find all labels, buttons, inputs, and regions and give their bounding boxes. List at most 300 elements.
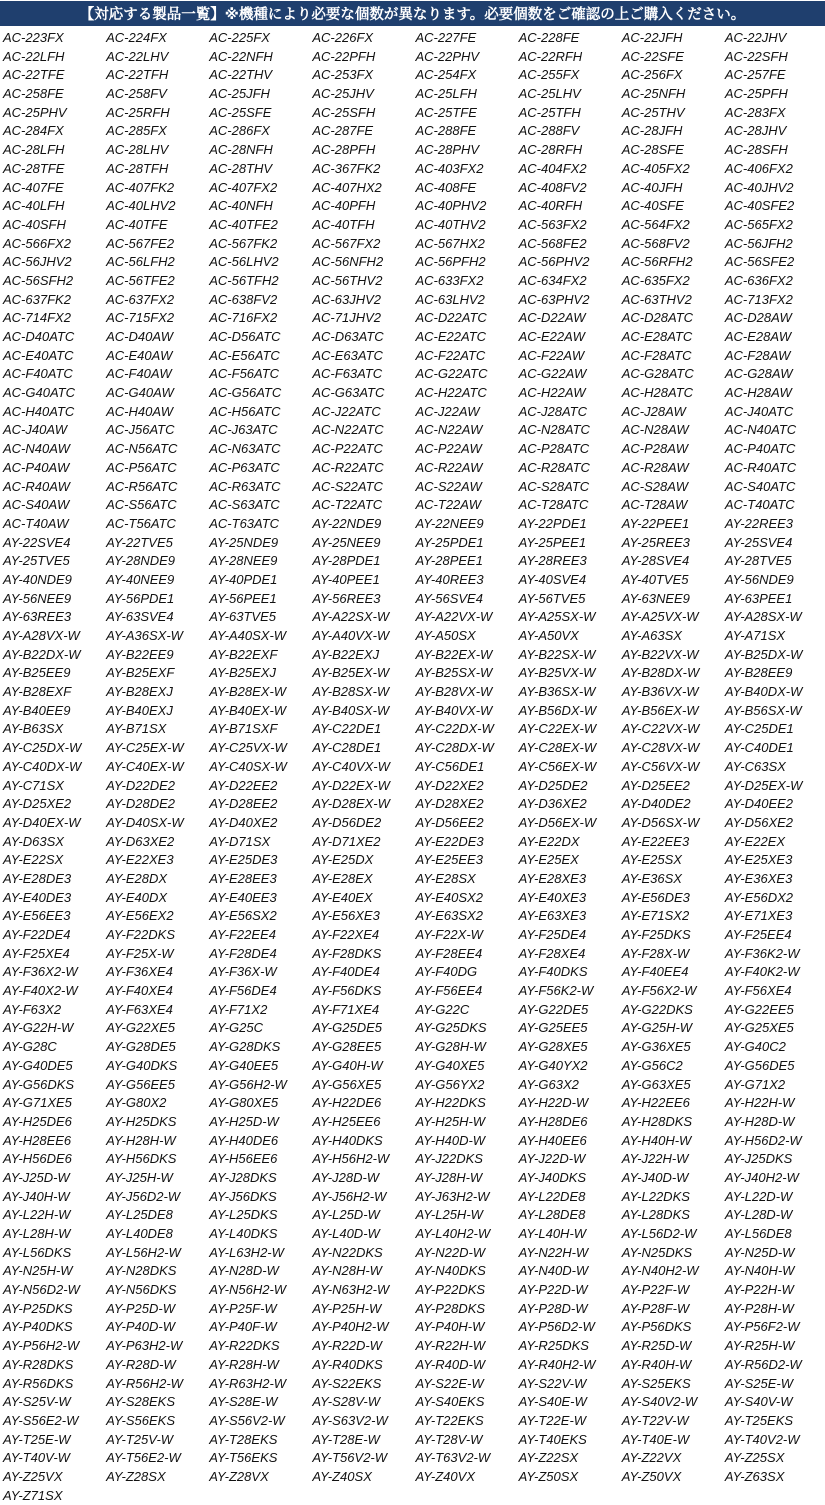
model-number: AC-40SFH <box>3 216 66 232</box>
model-number: AY-D71XE2 <box>312 833 381 849</box>
model-number: AC-63PHV2 <box>518 291 590 307</box>
model-number: AC-25TFH <box>518 104 581 120</box>
model-number: AY-C56EX-W <box>518 758 597 774</box>
model-number: AC-E28AW <box>724 329 792 344</box>
model-number: AC-22LFH <box>3 48 65 64</box>
model-number: AY-L56DE8 <box>724 1226 792 1241</box>
model-number: AY-25PEE1 <box>518 534 587 550</box>
model-number: AY-G28XE5 <box>518 1039 588 1055</box>
model-number: AY-F25DKS <box>621 927 691 942</box>
model-number: AC-22PFH <box>312 48 376 64</box>
model-number: AC-S22ATC <box>312 478 383 494</box>
model-number: AC-N63ATC <box>209 441 281 457</box>
model-number: AY-L22H-W <box>3 1207 71 1223</box>
model-number: AY-G25H-W <box>621 1020 693 1036</box>
model-number: AY-L28H-W <box>3 1226 71 1241</box>
model-number: AY-F40DG <box>415 964 478 980</box>
model-number: AY-F36X-W <box>209 964 277 980</box>
model-number: AY-28NEE9 <box>209 553 278 569</box>
model-number: AC-224FX <box>106 30 167 45</box>
model-number: AY-J28D-W <box>312 1169 380 1185</box>
model-number: AC-S56ATC <box>106 497 177 513</box>
model-number: AY-S63V2-W <box>312 1412 388 1428</box>
model-number: AY-D25XE2 <box>3 796 72 812</box>
model-number: AY-F56DKS <box>312 983 382 999</box>
model-number: AY-28NDE9 <box>106 553 176 569</box>
model-number: AC-P40AW <box>3 459 70 475</box>
model-number: AY-D63XE2 <box>106 833 175 849</box>
model-number: AY-P22D-W <box>518 1282 588 1298</box>
model-number: AY-B22DX-W <box>3 646 81 662</box>
model-number: AY-B25VX-W <box>518 665 596 681</box>
model-number: AC-403FX2 <box>415 160 484 176</box>
model-number: AY-G63X2 <box>518 1076 579 1092</box>
model-number: AY-F25XE4 <box>3 945 70 961</box>
model-number: AY-J63H2-W <box>415 1188 490 1204</box>
model-number: AY-B40SX-W <box>312 702 390 718</box>
model-number: AC-N28AW <box>621 422 689 438</box>
model-number: AY-63PEE1 <box>724 590 793 606</box>
model-number: AY-40PDE1 <box>209 571 278 587</box>
model-number: AY-F36K2-W <box>724 945 800 961</box>
model-number: AY-F40K2-W <box>724 964 800 980</box>
model-number: AY-C25DE1 <box>724 721 794 737</box>
model-number: AY-G36XE5 <box>621 1039 691 1055</box>
model-number: AY-C22DE1 <box>312 721 382 737</box>
model-number: AY-25TVE5 <box>3 553 70 569</box>
model-number: AC-568FE2 <box>518 235 587 251</box>
model-number: AC-S63ATC <box>209 497 280 513</box>
model-number: AC-N22AW <box>415 422 483 438</box>
model-number: AC-25PFH <box>724 86 788 102</box>
model-number: AY-G25C <box>209 1020 263 1036</box>
model-number: AY-F25X-W <box>106 945 174 961</box>
model-number: AY-G56DE5 <box>724 1057 795 1073</box>
model-number: AY-G40EE5 <box>209 1057 279 1073</box>
model-number: AC-28JHV <box>724 123 787 139</box>
model-number: AY-G22EE5 <box>724 1001 794 1017</box>
model-number: AY-C25VX-W <box>209 740 287 756</box>
model-number: AC-288FE <box>415 123 477 139</box>
model-number: AC-22JHV <box>724 30 787 45</box>
model-number: AY-D56EX-W <box>518 814 597 830</box>
model-number: AC-25TFE <box>415 104 477 120</box>
model-number: AY-B40DX-W <box>724 684 803 700</box>
model-number: AC-256FX <box>621 67 683 83</box>
model-number: AC-N40AW <box>3 441 70 457</box>
model-number: AC-H28AW <box>724 385 792 401</box>
model-number: AC-56PHV2 <box>518 254 590 270</box>
header-title: 【対応する製品一覧】※機種により必要な個数が異なります。必要個数をご確認の上ご購入ください。 <box>79 7 746 23</box>
model-number: AY-G22C <box>415 1001 470 1017</box>
model-number: AY-G28H-W <box>415 1039 486 1055</box>
model-number: AY-S56V2-W <box>209 1412 285 1428</box>
model-number: AY-L56H2-W <box>106 1244 181 1260</box>
model-number: AC-257FE <box>724 67 786 83</box>
model-number: AC-28PHV <box>415 142 480 158</box>
model-number: AY-E40DE3 <box>3 889 72 905</box>
model-number: AY-H22D-W <box>518 1095 589 1111</box>
model-number: AY-J40H-W <box>3 1188 70 1204</box>
model-number: AC-25NFH <box>621 86 686 102</box>
model-number: AC-28TFE <box>3 160 65 176</box>
model-number: AY-H22DE6 <box>312 1095 382 1111</box>
model-number: AY-E28XE3 <box>518 870 587 886</box>
model-number: AY-D40EE2 <box>724 796 794 812</box>
model-number: AY-H40D-W <box>415 1132 486 1148</box>
model-number: AC-637FX2 <box>106 291 175 307</box>
model-number: AY-G56DKS <box>3 1076 75 1092</box>
model-number: AY-40PEE1 <box>312 571 380 587</box>
model-number: AY-E71XE3 <box>724 908 793 924</box>
model-number: AY-A50SX <box>415 628 476 643</box>
model-number: AY-S22E-W <box>415 1375 484 1391</box>
model-number: AY-J22H-W <box>621 1151 689 1167</box>
model-number: AY-G28EE5 <box>312 1039 382 1055</box>
model-number: AY-T28E-W <box>312 1431 380 1447</box>
model-number: AY-S40V2-W <box>621 1394 698 1410</box>
model-number: AY-E56DE3 <box>621 889 690 905</box>
model-number: AY-D28EX-W <box>312 796 390 812</box>
model-number: AY-E40SX2 <box>415 889 483 905</box>
model-number: AY-D56XE2 <box>724 814 794 830</box>
model-number: AY-E22SX <box>3 852 64 868</box>
model-number: AY-B25EX-W <box>312 665 390 681</box>
model-number: AY-G56C2 <box>621 1057 683 1073</box>
model-number: AC-714FX2 <box>3 310 71 326</box>
model-number: AC-63LHV2 <box>415 291 485 307</box>
model-number: AC-P56ATC <box>106 459 177 475</box>
model-number: AY-G71XE5 <box>3 1095 72 1111</box>
model-number: AY-D56SX-W <box>621 814 700 830</box>
model-number: AC-407FX2 <box>209 179 278 195</box>
model-number: AY-B40EX-W <box>209 702 287 718</box>
model-number: AY-R28DKS <box>3 1356 74 1372</box>
model-number: AY-S40V-W <box>724 1394 793 1410</box>
model-number: AC-28PFH <box>312 142 376 158</box>
model-number: AC-56LHV2 <box>209 254 279 270</box>
model-number: AY-E71SX2 <box>621 908 690 924</box>
model-number: AY-40NEE9 <box>106 571 175 587</box>
model-number: AC-E22ATC <box>415 329 487 344</box>
model-number: AC-253FX <box>312 67 374 83</box>
model-number: AC-40SFE2 <box>724 198 795 214</box>
model-number: AY-J25DKS <box>724 1151 793 1167</box>
model-number: AC-40PFH <box>312 198 376 214</box>
model-number: AY-Z28VX <box>209 1468 269 1484</box>
model-number: AY-G63XE5 <box>621 1076 691 1092</box>
model-number: AC-28LFH <box>3 142 65 158</box>
model-number: AY-L40D-W <box>312 1226 380 1241</box>
model-number: AC-404FX2 <box>518 160 587 176</box>
model-number: AC-S28ATC <box>518 478 590 494</box>
model-number: AY-G25DE5 <box>312 1020 382 1036</box>
model-number: AY-28REE3 <box>518 553 587 569</box>
model-number: AC-J40ATC <box>724 403 794 419</box>
model-number: AY-A22VX-W <box>415 609 493 625</box>
model-number: AC-T28AW <box>621 497 688 513</box>
model-number: AY-H56DKS <box>106 1151 177 1167</box>
model-number: AC-25PHV <box>3 104 67 120</box>
model-number: AC-286FX <box>209 123 270 139</box>
model-number: AY-L63H2-W <box>209 1244 284 1260</box>
model-number: AC-F63ATC <box>312 366 383 382</box>
model-number: AY-Z50SX <box>518 1468 579 1484</box>
model-number: AC-D40AW <box>106 329 174 344</box>
model-number: AY-Z22SX <box>518 1450 579 1466</box>
model-number: AC-T40AW <box>3 515 69 531</box>
model-number: AC-567FX2 <box>312 235 381 251</box>
model-number: AC-G28ATC <box>621 366 694 382</box>
model-number: AY-C40DE1 <box>724 740 794 756</box>
model-number: AC-63JHV2 <box>312 291 382 307</box>
model-number: AY-28PDE1 <box>312 553 381 569</box>
model-number: AY-N25DKS <box>621 1244 693 1260</box>
model-number: AY-D36XE2 <box>518 796 587 812</box>
model-number: AY-T25EKS <box>724 1412 794 1428</box>
model-number: AC-567HX2 <box>415 235 485 251</box>
model-number: AC-225FX <box>209 30 270 45</box>
model-number: AY-A71SX <box>724 628 786 643</box>
model-number: AY-56PEE1 <box>209 590 277 606</box>
model-number: AC-258FV <box>106 86 167 102</box>
model-number: AY-S40EKS <box>415 1394 485 1410</box>
model-number: AY-E25EE3 <box>415 852 483 868</box>
model-number: AY-R40DKS <box>312 1356 383 1372</box>
model-number: AY-R28D-W <box>106 1356 176 1372</box>
model-number: AC-56PFH2 <box>415 254 486 270</box>
model-number: AC-H40AW <box>106 403 174 419</box>
model-number: AY-F56XE4 <box>724 983 792 999</box>
model-number: AY-P63H2-W <box>106 1338 183 1354</box>
model-number: AC-56SFE2 <box>724 254 795 270</box>
model-number: AY-E56EE3 <box>3 908 71 924</box>
model-number: AY-R40H2-W <box>518 1356 596 1372</box>
model-number: AY-B22EE9 <box>106 646 174 662</box>
model-number: AC-R22ATC <box>312 459 384 475</box>
model-number: AY-H40EE6 <box>518 1132 587 1148</box>
model-number: AY-22PEE1 <box>621 515 690 531</box>
model-number: AY-B40EE9 <box>3 702 71 718</box>
model-number: AC-T28ATC <box>518 497 589 513</box>
model-number: AY-A22SX-W <box>312 609 390 625</box>
model-number: AY-G71X2 <box>724 1076 786 1092</box>
model-number: AY-22REE3 <box>724 515 794 531</box>
model-number: AC-40SFE <box>621 198 684 214</box>
model-number: AY-E28EX <box>312 870 373 886</box>
model-number: AY-56PDE1 <box>106 590 175 606</box>
model-number: AY-22SVE4 <box>3 534 71 550</box>
model-number: AY-N40D-W <box>518 1263 589 1279</box>
model-number: AC-56RFH2 <box>621 254 693 270</box>
model-number: AY-T25V-W <box>106 1431 174 1447</box>
model-number: AY-F22DE4 <box>3 927 71 942</box>
model-number: AY-T22EKS <box>415 1412 484 1428</box>
model-number: AY-B25SX-W <box>415 665 493 681</box>
model-number: AY-S25E-W <box>724 1375 794 1391</box>
model-number: AY-F22EE4 <box>209 927 276 942</box>
model-number: AY-C71SX <box>3 777 64 793</box>
model-number: AC-R63ATC <box>209 478 281 494</box>
model-number: AC-F22ATC <box>415 347 486 363</box>
model-number: AY-G22H-W <box>3 1020 74 1036</box>
model-number: AY-L56D2-W <box>621 1226 697 1241</box>
model-number: AY-D22EE2 <box>209 777 278 793</box>
model-number: AC-406FX2 <box>724 160 793 176</box>
model-number: AC-407FE <box>3 179 64 195</box>
model-number: AY-B22VX-W <box>621 646 699 662</box>
model-number: AY-E28SX <box>415 870 476 886</box>
model-number: AY-J56DKS <box>209 1188 277 1204</box>
model-number: AC-635FX2 <box>621 272 690 288</box>
model-number: AY-D63SX <box>3 833 64 849</box>
model-number: AY-F36XE4 <box>106 964 173 980</box>
model-number: AY-C28EX-W <box>518 740 597 756</box>
model-number: AY-Z25SX <box>724 1450 785 1466</box>
model-number: AY-B71SXF <box>209 721 278 737</box>
model-number: AY-40NDE9 <box>3 571 72 587</box>
model-number: AY-S56E2-W <box>3 1412 79 1428</box>
model-number: AC-G28AW <box>724 366 793 382</box>
model-number: AC-25JFH <box>209 86 270 102</box>
model-number: AY-G25DKS <box>415 1020 487 1036</box>
model-number: AY-F71X2 <box>209 1001 268 1017</box>
model-number: AY-B28SX-W <box>312 684 390 700</box>
model-number: AC-565FX2 <box>724 216 793 232</box>
model-number: AC-T22ATC <box>312 497 383 513</box>
model-number: AC-634FX2 <box>518 272 587 288</box>
model-number: AY-Z63SX <box>724 1468 785 1484</box>
model-number: AY-N40H2-W <box>621 1263 699 1279</box>
model-number: AC-P28AW <box>621 441 688 457</box>
model-number: AC-71JHV2 <box>312 310 382 326</box>
model-number: AC-E40ATC <box>3 347 74 363</box>
model-number: AY-R56H2-W <box>106 1375 183 1391</box>
model-number: AY-B71SX <box>106 721 167 737</box>
model-number: AY-63NEE9 <box>621 590 690 606</box>
model-number: AY-A50VX <box>518 628 579 643</box>
model-number: AY-B40VX-W <box>415 702 493 718</box>
model-number: AC-56JFH2 <box>724 235 793 251</box>
model-number: AY-D28DE2 <box>106 796 176 812</box>
model-number: AY-D40DE2 <box>621 796 691 812</box>
model-number: AC-28RFH <box>518 142 583 158</box>
model-number: AC-713FX2 <box>724 291 793 307</box>
model-number: AY-25PDE1 <box>415 534 484 550</box>
model-number: AC-56TFE2 <box>106 272 175 288</box>
model-number: AC-E40AW <box>106 347 173 363</box>
model-number: AC-407HX2 <box>312 179 382 195</box>
model-number: AC-28NFH <box>209 142 273 158</box>
model-number: AY-S25EKS <box>621 1375 691 1391</box>
model-number: AY-F25DE4 <box>518 927 587 942</box>
model-number: AY-F25EE4 <box>724 927 792 942</box>
model-number: AY-H25DKS <box>106 1113 177 1129</box>
model-number: AY-E56SX2 <box>209 908 277 924</box>
model-number: AY-D25EX-W <box>724 777 803 793</box>
model-number: AY-H56EE6 <box>209 1151 278 1167</box>
model-number: AC-T22AW <box>415 497 481 513</box>
model-number: AY-J28DKS <box>209 1169 277 1185</box>
model-number: AY-H28EE6 <box>3 1132 72 1148</box>
model-number: AC-567FE2 <box>106 235 175 251</box>
model-number: AC-R40AW <box>3 478 70 494</box>
model-number: AC-40PHV2 <box>415 198 487 214</box>
model-number: AY-H25EE6 <box>312 1113 381 1129</box>
model-number: AC-40TFE <box>106 216 168 232</box>
model-number: AC-255FX <box>518 67 580 83</box>
model-number: AC-22SFE <box>621 48 684 64</box>
model-number: AY-L28D-W <box>724 1207 793 1223</box>
model-number: AY-R40H-W <box>621 1356 692 1372</box>
model-number: AY-F22X-W <box>415 927 483 942</box>
model-number: AC-G22AW <box>518 366 587 382</box>
model-number: AY-63SVE4 <box>106 609 174 625</box>
model-number: AY-C25DX-W <box>3 740 82 756</box>
model-number: AC-J28ATC <box>518 403 588 419</box>
model-number: AY-J56D2-W <box>106 1188 181 1204</box>
model-number: AY-G80XE5 <box>209 1095 279 1111</box>
model-number: AY-R40D-W <box>415 1356 486 1372</box>
model-number: AC-E56ATC <box>209 347 280 363</box>
model-number: AY-E28DE3 <box>3 870 72 886</box>
model-number: AC-T40ATC <box>724 497 795 513</box>
model-number: AY-J40H2-W <box>724 1169 799 1185</box>
model-number: AY-D28EE2 <box>209 796 278 812</box>
model-number: AC-636FX2 <box>724 272 793 288</box>
model-number: AC-25LFH <box>415 86 477 102</box>
model-number: AC-25SFE <box>209 104 272 120</box>
model-number: AY-L40H2-W <box>415 1226 491 1241</box>
model-number: AC-G56ATC <box>209 385 282 401</box>
model-number: AC-T63ATC <box>209 515 280 531</box>
model-number: AC-56LFH2 <box>106 254 175 270</box>
model-number: AY-T40E-W <box>621 1431 690 1447</box>
model-number: AY-F63XE4 <box>106 1001 173 1017</box>
model-number: AY-B40EXJ <box>106 702 173 718</box>
model-number: AC-H56ATC <box>209 403 281 419</box>
model-number: AY-N56DKS <box>106 1282 177 1298</box>
model-number: AY-J28H-W <box>415 1169 483 1185</box>
model-number: AY-N56H2-W <box>209 1282 287 1298</box>
model-number: AY-E56DX2 <box>724 889 794 905</box>
model-number: AC-22RFH <box>518 48 583 64</box>
model-number: AC-40NFH <box>209 198 273 214</box>
model-number: AY-22NDE9 <box>312 515 382 531</box>
model-number: AC-22PHV <box>415 48 480 64</box>
model-number: AY-F40EE4 <box>621 964 689 980</box>
model-number: AY-E63SX2 <box>415 908 483 924</box>
model-number: AY-T25E-W <box>3 1431 71 1447</box>
model-number: AY-22NEE9 <box>415 515 484 531</box>
model-number: AY-B36VX-W <box>621 684 699 700</box>
model-number: AY-B25EE9 <box>3 665 71 681</box>
model-number: AY-25NDE9 <box>209 534 279 550</box>
model-number: AY-N25D-W <box>724 1244 795 1260</box>
model-number: AY-63TVE5 <box>209 609 276 625</box>
model-number: AY-F56K2-W <box>518 983 594 999</box>
model-number: AY-D40SX-W <box>106 814 184 830</box>
model-number: AY-P56H2-W <box>3 1338 80 1354</box>
model-number: AY-T22V-W <box>621 1412 689 1428</box>
model-number: AY-D25DE2 <box>518 777 588 793</box>
model-number: AC-22NFH <box>209 48 273 64</box>
model-number: AY-C40SX-W <box>209 758 287 774</box>
model-number: AC-S28AW <box>621 478 688 494</box>
model-number: AY-H25DE6 <box>3 1113 72 1129</box>
model-number: AY-L25H-W <box>415 1207 483 1223</box>
model-number: AC-285FX <box>106 123 167 139</box>
